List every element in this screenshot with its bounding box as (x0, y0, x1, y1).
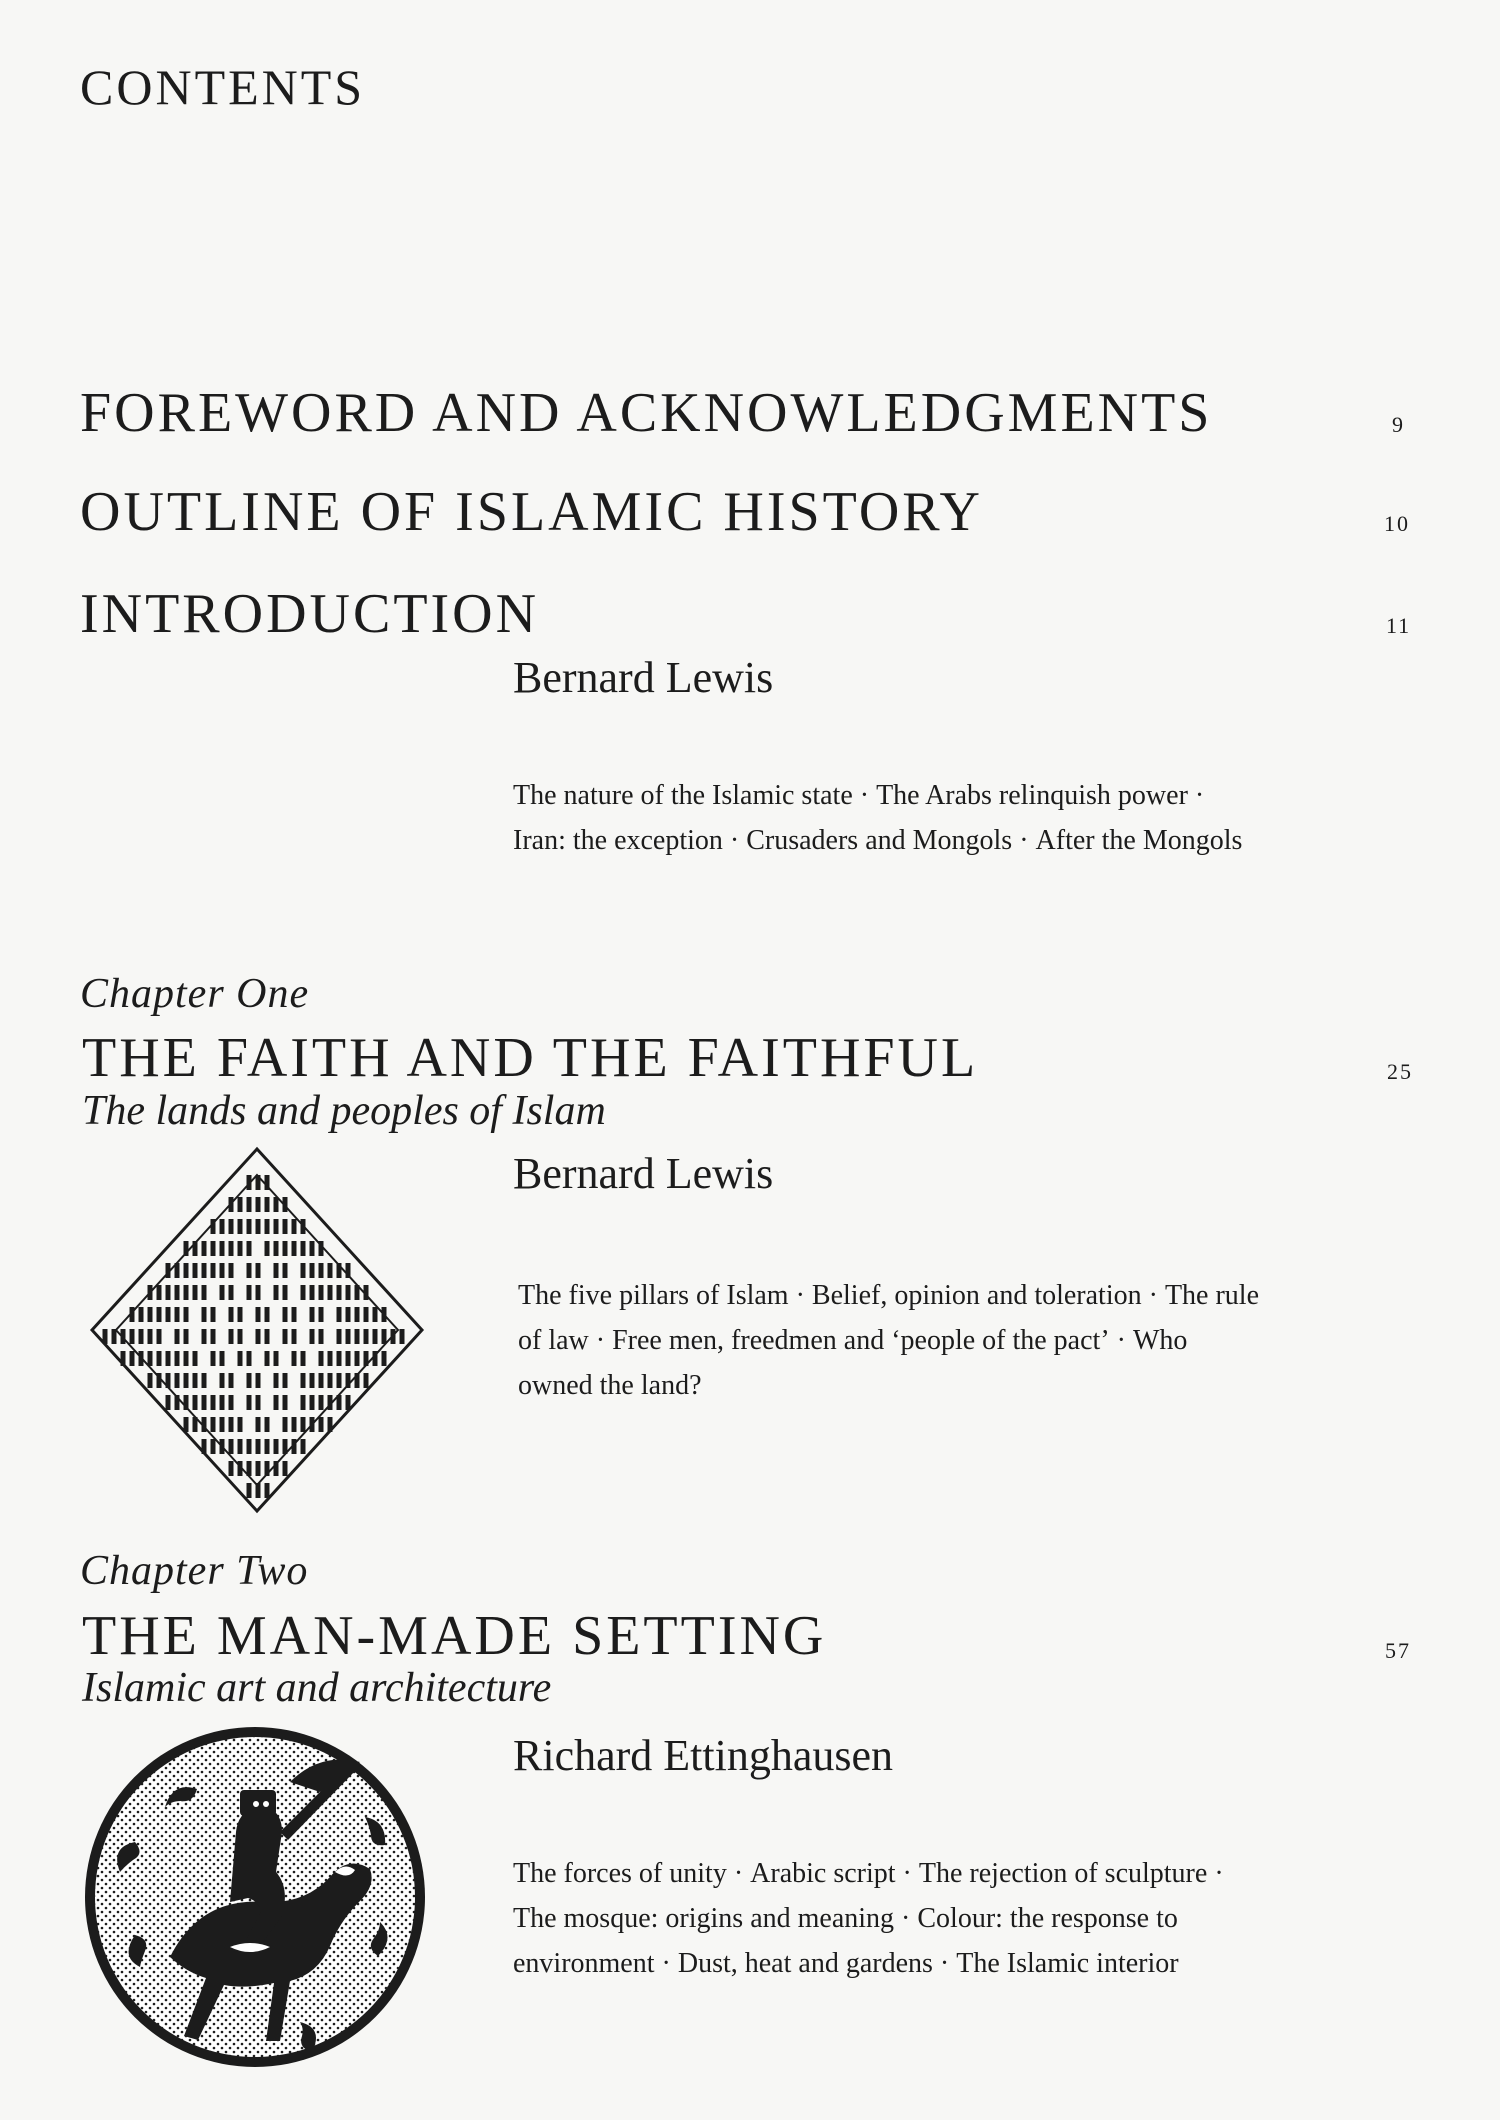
ornament-bar (211, 1241, 216, 1256)
ornament-bar (229, 1263, 234, 1278)
ornament-bar (310, 1307, 315, 1322)
topic: The forces of unity (513, 1858, 727, 1889)
ornament-bar (319, 1241, 324, 1256)
ornament-bar (229, 1439, 234, 1454)
ornament-bar (193, 1285, 198, 1300)
ornament-bar (202, 1329, 207, 1344)
ornament-bar (202, 1395, 207, 1410)
topic: Dust, heat and gardens (677, 1947, 933, 1979)
ornament-bar (274, 1373, 279, 1388)
ornament-bar (238, 1351, 243, 1366)
ornament-bar (256, 1285, 261, 1300)
ornament-bar (319, 1395, 324, 1410)
ornament-bar (319, 1329, 324, 1344)
ornament-bar (148, 1285, 153, 1300)
ornament-bar (265, 1417, 270, 1432)
ornament-bar (202, 1373, 207, 1388)
ornament-bar (193, 1373, 198, 1388)
topic: The mosque: origins and meaning (513, 1902, 895, 1934)
topic: After the Mongols (1035, 824, 1243, 856)
toc-entry-introduction-page: 11 (1386, 613, 1412, 638)
ornament-bar (139, 1307, 144, 1322)
ornament-bar (184, 1307, 189, 1322)
ornament-bar (274, 1197, 279, 1212)
ornament-bar (364, 1329, 369, 1344)
ornament-bar (310, 1417, 315, 1432)
toc-entry-outline-title: OUTLINE OF ISLAMIC HISTORY (80, 481, 983, 543)
ornament-bar (193, 1351, 198, 1366)
ornament-bar (265, 1175, 270, 1190)
page-title: CONTENTS (80, 59, 366, 115)
ornament-bar (184, 1351, 189, 1366)
ornament-bar (319, 1263, 324, 1278)
ornament-bar (328, 1351, 333, 1366)
chapter-one-page: 25 (1387, 1059, 1413, 1084)
ornament-bar (265, 1241, 270, 1256)
ornament-bar (247, 1483, 252, 1498)
ornament-bar (283, 1417, 288, 1432)
ornament-bar (157, 1373, 162, 1388)
horseman-plate-illustration (80, 1722, 430, 2072)
ornament-bar (301, 1219, 306, 1234)
ornament-bar (310, 1373, 315, 1388)
ornament-bar (346, 1351, 351, 1366)
ornament-bar (391, 1329, 396, 1344)
ornament-bar (220, 1417, 225, 1432)
ornament-bar (112, 1329, 117, 1344)
ornament-bar (301, 1263, 306, 1278)
ornament-bar (211, 1351, 216, 1366)
ornament-bar (148, 1307, 153, 1322)
ornament-bar (265, 1197, 270, 1212)
ornament-bar (202, 1241, 207, 1256)
ornament-bar (202, 1285, 207, 1300)
ornament-bar (256, 1175, 261, 1190)
ornament-bar (103, 1329, 108, 1344)
ornament-bar (211, 1439, 216, 1454)
ornament-bar (247, 1197, 252, 1212)
ornament-bar (346, 1285, 351, 1300)
ornament-bar (229, 1219, 234, 1234)
ornament-bar (238, 1241, 243, 1256)
topic: The five pillars of Islam (518, 1280, 789, 1311)
ornament-bar (184, 1417, 189, 1432)
toc-entry-outline-page: 10 (1384, 511, 1410, 536)
ornament-bar (229, 1329, 234, 1344)
topic: The rejection of sculpture (918, 1858, 1208, 1889)
ornament-bar (211, 1395, 216, 1410)
ornament-bar (274, 1439, 279, 1454)
ornament-bar (175, 1307, 180, 1322)
ornament-bar (220, 1395, 225, 1410)
ornament-bar (256, 1373, 261, 1388)
ornament-bar (220, 1219, 225, 1234)
ornament-bar (247, 1285, 252, 1300)
ornament-bar (229, 1373, 234, 1388)
ornament-bar (382, 1351, 387, 1366)
toc-entry-foreword-title: FOREWORD AND ACKNOWLEDGMENTS (80, 382, 1213, 444)
ornament-bar (283, 1439, 288, 1454)
ornament-bar (130, 1351, 135, 1366)
ornament-bar (400, 1329, 405, 1344)
chapter-one-subtitle: The lands and peoples of Islam (82, 1088, 606, 1134)
ornament-bar (310, 1285, 315, 1300)
ornament-bar (283, 1395, 288, 1410)
toc-entry-foreword-page: 9 (1392, 412, 1405, 437)
ornament-bar (193, 1263, 198, 1278)
ornament-bar (265, 1351, 270, 1366)
ornament-bar (247, 1219, 252, 1234)
ornament-bar (211, 1219, 216, 1234)
ornament-bar (175, 1329, 180, 1344)
ornament-bar (301, 1395, 306, 1410)
ornament-bar (175, 1395, 180, 1410)
ornament-bar (382, 1307, 387, 1322)
ornament-bar (328, 1395, 333, 1410)
ornament-bar (121, 1351, 126, 1366)
ornament-bar (355, 1329, 360, 1344)
ornament-bar (202, 1263, 207, 1278)
topic: Belief, opinion and toleration (811, 1280, 1142, 1311)
topic: Arabic script (750, 1858, 896, 1889)
ornament-bar (175, 1285, 180, 1300)
ornament-bar (364, 1351, 369, 1366)
ornament-bar (301, 1417, 306, 1432)
ornament-bar (337, 1373, 342, 1388)
ornament-bar (166, 1263, 171, 1278)
ornament-bar (256, 1395, 261, 1410)
ornament-bar (202, 1439, 207, 1454)
ornament-bar (229, 1417, 234, 1432)
ornament-bar (274, 1461, 279, 1476)
topic: Crusaders and Mongols (746, 824, 1013, 856)
ornament-bar (247, 1395, 252, 1410)
topic: Free men, freedmen and ‘people of the pact’ (612, 1324, 1110, 1356)
ornament-bar (229, 1241, 234, 1256)
ornament-bar (283, 1329, 288, 1344)
ornament-bar (229, 1395, 234, 1410)
ornament-bar (283, 1285, 288, 1300)
ornament-bar (283, 1461, 288, 1476)
ornament-bar (247, 1351, 252, 1366)
ornament-bar (184, 1329, 189, 1344)
ornament-bar (229, 1197, 234, 1212)
topic: The Arabs relinquish power (876, 780, 1188, 811)
ornament-bar (274, 1219, 279, 1234)
ornament-bar (337, 1307, 342, 1322)
ornament-bar (193, 1395, 198, 1410)
ornament-bar (139, 1329, 144, 1344)
chapter-two-page: 57 (1385, 1638, 1411, 1663)
ornament-bar (229, 1285, 234, 1300)
ornament-bar (301, 1285, 306, 1300)
ornament-bar (256, 1439, 261, 1454)
ornament-bar (355, 1307, 360, 1322)
ornament-bar (247, 1373, 252, 1388)
ornament-bar (274, 1241, 279, 1256)
ornament-bar (301, 1373, 306, 1388)
ornament-bar (121, 1329, 126, 1344)
ornament-bar (148, 1329, 153, 1344)
ornament-bar (319, 1307, 324, 1322)
ornament-bar (319, 1417, 324, 1432)
ornament-bar (310, 1241, 315, 1256)
ornament-bar (220, 1439, 225, 1454)
ornament-bar (220, 1263, 225, 1278)
ornament-bar (193, 1241, 198, 1256)
ornament-bar (193, 1417, 198, 1432)
ornament-bar (238, 1219, 243, 1234)
ornament-bar (166, 1307, 171, 1322)
ornament-bar (283, 1219, 288, 1234)
ornament-bar (139, 1351, 144, 1366)
ornament-bar (238, 1417, 243, 1432)
ornament-bar (148, 1351, 153, 1366)
ornament-bar (274, 1395, 279, 1410)
ornament-bar (364, 1307, 369, 1322)
ornament-bar (364, 1285, 369, 1300)
ornament-bar (265, 1219, 270, 1234)
topic: Iran: the exception (513, 824, 723, 856)
ornament-bar (256, 1197, 261, 1212)
ornament-bar (265, 1461, 270, 1476)
ornament-bar (130, 1329, 135, 1344)
ornament-bar (292, 1439, 297, 1454)
ornament-bar (283, 1263, 288, 1278)
ornament-bar (175, 1351, 180, 1366)
ornament-bar (265, 1439, 270, 1454)
ornament-bar (337, 1285, 342, 1300)
ornament-bar (256, 1307, 261, 1322)
ornament-bar (202, 1307, 207, 1322)
toc-entry-introduction-title: INTRODUCTION (80, 583, 540, 645)
ornament-bar (292, 1351, 297, 1366)
ornament-bar (292, 1329, 297, 1344)
ornament-bar (310, 1263, 315, 1278)
topic: The nature of the Islamic state (513, 780, 853, 811)
ornament-bar (346, 1373, 351, 1388)
ornament-bar (337, 1395, 342, 1410)
chapter-two-topics: The forces of unity · Arabic script · The rejection of sculpture · The mosque: origins and meaning · Colour: the response to environment · Dust, heat and gardens · The Islamic interior (513, 1858, 1224, 1979)
ornament-bar (292, 1219, 297, 1234)
ornament-bar (202, 1417, 207, 1432)
ornament-bar (373, 1329, 378, 1344)
ornament-bar (364, 1373, 369, 1388)
ornament-bar (166, 1395, 171, 1410)
chapter-one-label: Chapter One (80, 971, 310, 1017)
ornament-bar (292, 1307, 297, 1322)
ornament-bar (265, 1307, 270, 1322)
ornament-bar (337, 1263, 342, 1278)
ornament-bar (175, 1373, 180, 1388)
ornament-bar (256, 1329, 261, 1344)
ornament-bar (166, 1373, 171, 1388)
ornament-bar (166, 1285, 171, 1300)
ornament-bar (283, 1373, 288, 1388)
ornament-bar (130, 1307, 135, 1322)
ornament-bar (211, 1417, 216, 1432)
ornament-bar (355, 1373, 360, 1388)
ornament-bar (238, 1197, 243, 1212)
ornament-bar (292, 1417, 297, 1432)
ornament-bar (301, 1241, 306, 1256)
ornament-bar (328, 1373, 333, 1388)
ornament-bar (211, 1329, 216, 1344)
ornament-bar (157, 1329, 162, 1344)
ornament-bar (211, 1263, 216, 1278)
ornament-bar (346, 1307, 351, 1322)
ornament-bar (247, 1241, 252, 1256)
ornament-bar (184, 1395, 189, 1410)
ornament-bar (256, 1417, 261, 1432)
ornament-bar (292, 1241, 297, 1256)
ornament-bar (328, 1285, 333, 1300)
ornament-bar (238, 1439, 243, 1454)
ornament-bar (265, 1483, 270, 1498)
ornament-bar (238, 1307, 243, 1322)
chapter-two-author: Richard Ettinghausen (513, 1731, 894, 1780)
ornament-bar (238, 1329, 243, 1344)
ornament-bar (346, 1263, 351, 1278)
ornament-bar (220, 1373, 225, 1388)
ornament-bar (337, 1329, 342, 1344)
ornament-bar (184, 1241, 189, 1256)
woven-diamond-ornament (82, 1145, 432, 1515)
ornament-bar (310, 1329, 315, 1344)
ornament-bar (346, 1395, 351, 1410)
chapter-one-author: Bernard Lewis (513, 1149, 774, 1198)
ornament-bar (373, 1351, 378, 1366)
ornament-bar (274, 1263, 279, 1278)
ornament-bar (319, 1373, 324, 1388)
ornament-bar (337, 1351, 342, 1366)
chapter-one-topics: The five pillars of Islam · Belief, opinion and toleration · The rule of law · Free men, freedmen and ‘people of the pact’ · Who owned the land? (518, 1280, 1260, 1401)
topic: The Islamic interior (956, 1947, 1179, 1979)
ornament-bar (157, 1307, 162, 1322)
chapter-one-title: THE FAITH AND THE FAITHFUL (82, 1027, 979, 1089)
ornament-bar (184, 1285, 189, 1300)
chapter-two-label: Chapter Two (80, 1548, 309, 1594)
ornament-bar (283, 1197, 288, 1212)
ornament-bar (319, 1285, 324, 1300)
ornament-bar (355, 1351, 360, 1366)
ornament-bar (328, 1263, 333, 1278)
ornament-bar (211, 1307, 216, 1322)
ornament-bar (220, 1241, 225, 1256)
ornament-bar (346, 1329, 351, 1344)
ornament-bar (274, 1285, 279, 1300)
ornament-bar (148, 1373, 153, 1388)
ornament-bar (301, 1439, 306, 1454)
ornament-bar (382, 1329, 387, 1344)
ornament-bar (157, 1285, 162, 1300)
ornament-bar (355, 1285, 360, 1300)
ornament-bar (229, 1307, 234, 1322)
ornament-bar (184, 1373, 189, 1388)
ornament-bar (175, 1263, 180, 1278)
ornament-bar (283, 1241, 288, 1256)
ornament-bar (265, 1329, 270, 1344)
ornament-bar (274, 1351, 279, 1366)
ornament-bar (247, 1175, 252, 1190)
ornament-bar (328, 1417, 333, 1432)
ornament-bar (220, 1285, 225, 1300)
ornament-bar (247, 1461, 252, 1476)
ornament-bar (256, 1483, 261, 1498)
ornament-bar (256, 1461, 261, 1476)
chapter-two-subtitle: Islamic art and architecture (82, 1665, 552, 1711)
ornament-bar (319, 1351, 324, 1366)
ornament-bar (256, 1219, 261, 1234)
ornament-bar (256, 1263, 261, 1278)
ornament-bar (220, 1351, 225, 1366)
ornament-bar (238, 1461, 243, 1476)
introduction-topics: The nature of the Islamic state · The Arabs relinquish power · Iran: the exception · Crusaders and Mongols · After the Mongols (513, 780, 1243, 856)
ornament-bar (283, 1307, 288, 1322)
ornament-bar (184, 1263, 189, 1278)
ornament-bar (301, 1351, 306, 1366)
ornament-bar (166, 1351, 171, 1366)
chapter-two-title: THE MAN-MADE SETTING (82, 1605, 827, 1667)
introduction-author: Bernard Lewis (513, 653, 774, 702)
ornament-bar (310, 1395, 315, 1410)
ornament-bar (247, 1263, 252, 1278)
ornament-bar (247, 1439, 252, 1454)
ornament-bar (373, 1307, 378, 1322)
ornament-bar (157, 1351, 162, 1366)
ornament-bar (229, 1461, 234, 1476)
